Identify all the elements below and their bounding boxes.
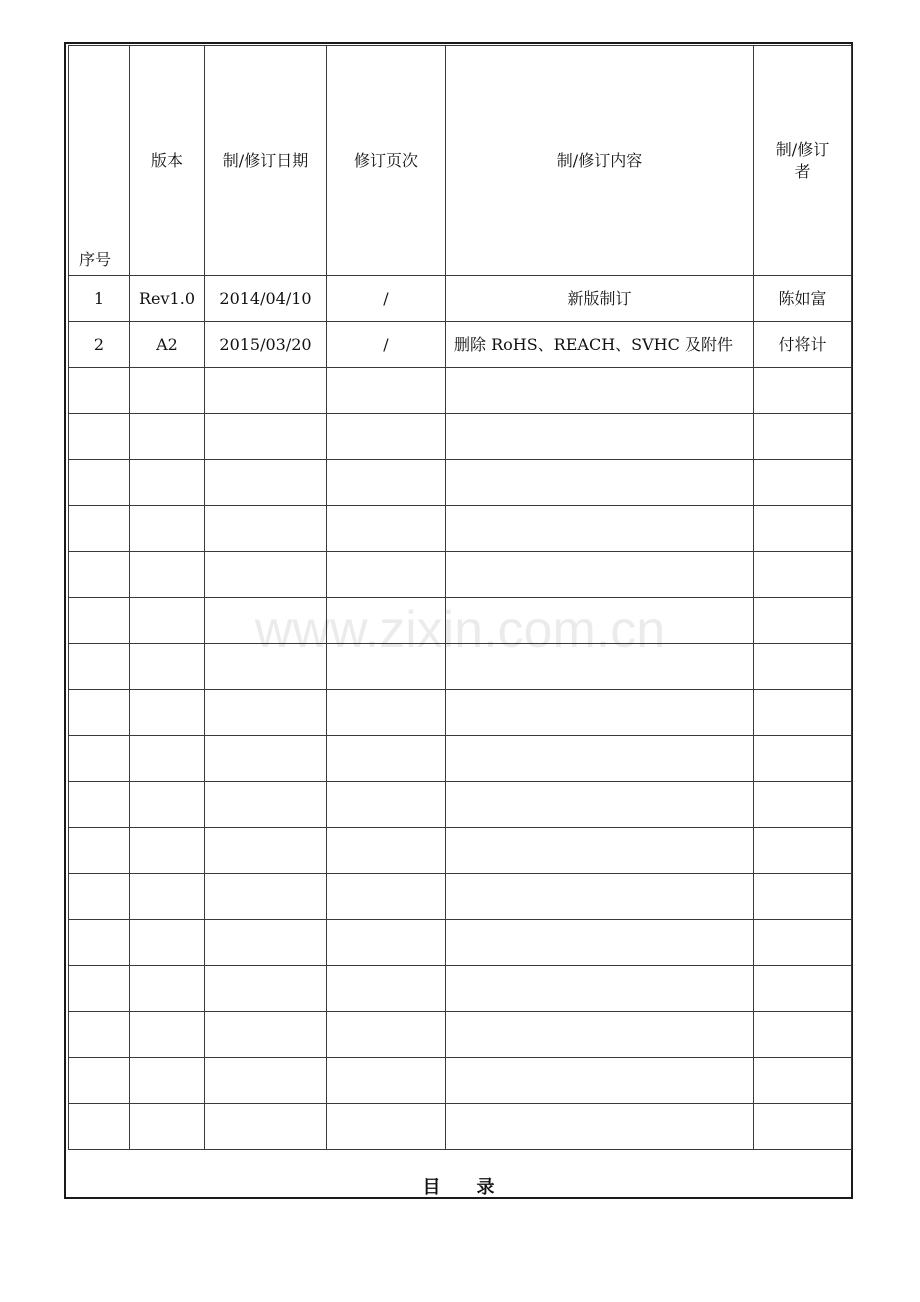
cell-content: 新版制订	[446, 276, 754, 322]
empty-cell	[446, 552, 754, 598]
empty-cell	[205, 782, 327, 828]
empty-cell	[130, 1012, 205, 1058]
empty-cell	[327, 552, 446, 598]
header-author	[754, 46, 852, 276]
empty-cell	[446, 644, 754, 690]
empty-cell	[327, 690, 446, 736]
empty-cell	[69, 598, 130, 644]
header-author-line2: 者	[794, 161, 811, 181]
empty-cell	[327, 506, 446, 552]
cell-version: A2	[130, 322, 205, 368]
header-pages: 修订页次	[327, 46, 446, 276]
empty-cell	[69, 690, 130, 736]
empty-cell	[130, 1058, 205, 1104]
empty-row	[69, 1058, 852, 1104]
empty-cell	[327, 782, 446, 828]
empty-cell	[446, 1012, 754, 1058]
empty-cell	[446, 966, 754, 1012]
table-row	[69, 276, 852, 322]
empty-cell	[69, 874, 130, 920]
empty-row	[69, 874, 852, 920]
empty-cell	[205, 1104, 327, 1150]
empty-cell	[69, 920, 130, 966]
header-version: 版本	[130, 46, 205, 276]
empty-cell	[130, 874, 205, 920]
empty-cell	[754, 966, 852, 1012]
empty-row	[69, 1012, 852, 1058]
empty-cell	[205, 1012, 327, 1058]
empty-cell	[446, 690, 754, 736]
empty-cell	[327, 966, 446, 1012]
empty-cell	[327, 368, 446, 414]
empty-cell	[754, 1012, 852, 1058]
empty-cell	[205, 1058, 327, 1104]
empty-cell	[205, 920, 327, 966]
empty-cell	[205, 414, 327, 460]
empty-row	[69, 690, 852, 736]
empty-cell	[754, 460, 852, 506]
empty-cell	[130, 828, 205, 874]
revision-table	[68, 45, 852, 1150]
empty-cell	[69, 736, 130, 782]
empty-cell	[130, 552, 205, 598]
empty-cell	[446, 1104, 754, 1150]
empty-cell	[205, 598, 327, 644]
empty-cell	[130, 644, 205, 690]
table-row	[69, 322, 852, 368]
empty-cell	[446, 920, 754, 966]
cell-author: 付将计	[754, 322, 852, 368]
cell-seq: 1	[69, 276, 130, 322]
empty-row	[69, 1104, 852, 1150]
empty-cell	[754, 414, 852, 460]
empty-row	[69, 414, 852, 460]
toc-title: 目录	[422, 1177, 531, 1198]
empty-row	[69, 736, 852, 782]
empty-cell	[754, 552, 852, 598]
empty-cell	[69, 966, 130, 1012]
empty-cell	[69, 782, 130, 828]
empty-cell	[327, 828, 446, 874]
empty-row	[69, 552, 852, 598]
cell-pages: /	[327, 322, 446, 368]
empty-cell	[69, 506, 130, 552]
header-seq: 序号	[69, 46, 130, 276]
empty-cell	[327, 736, 446, 782]
empty-cell	[754, 506, 852, 552]
empty-row	[69, 828, 852, 874]
empty-cell	[130, 414, 205, 460]
empty-cell	[446, 414, 754, 460]
empty-cell	[327, 874, 446, 920]
cell-date: 2014/04/10	[205, 276, 327, 322]
empty-row	[69, 782, 852, 828]
cell-seq: 2	[69, 322, 130, 368]
empty-row	[69, 598, 852, 644]
empty-cell	[205, 368, 327, 414]
header-date: 制/修订日期	[205, 46, 327, 276]
empty-cell	[327, 460, 446, 506]
cell-pages: /	[327, 276, 446, 322]
empty-cell	[130, 1104, 205, 1150]
header-author-line1: 制/修订	[775, 139, 830, 159]
empty-cell	[69, 828, 130, 874]
empty-cell	[446, 368, 754, 414]
empty-cell	[327, 598, 446, 644]
empty-cell	[327, 1012, 446, 1058]
empty-cell	[205, 966, 327, 1012]
empty-cell	[446, 736, 754, 782]
empty-cell	[327, 414, 446, 460]
empty-cell	[754, 828, 852, 874]
empty-cell	[446, 506, 754, 552]
empty-cell	[446, 1058, 754, 1104]
empty-cell	[130, 506, 205, 552]
empty-cell	[130, 690, 205, 736]
empty-cell	[754, 874, 852, 920]
empty-cell	[754, 368, 852, 414]
empty-row	[69, 368, 852, 414]
empty-row	[69, 460, 852, 506]
empty-cell	[69, 1058, 130, 1104]
empty-cell	[754, 920, 852, 966]
empty-cell	[205, 460, 327, 506]
empty-cell	[130, 736, 205, 782]
empty-row	[69, 506, 852, 552]
empty-cell	[327, 920, 446, 966]
empty-cell	[754, 1058, 852, 1104]
empty-cell	[205, 690, 327, 736]
empty-cell	[327, 1058, 446, 1104]
watermark: www.zixin.com.cn	[254, 601, 666, 659]
empty-cell	[446, 598, 754, 644]
empty-cell	[130, 966, 205, 1012]
empty-cell	[754, 1104, 852, 1150]
cell-content: 删除 RoHS、REACH、SVHC 及附件	[446, 322, 754, 368]
cell-version: Rev1.0	[130, 276, 205, 322]
empty-cell	[69, 1012, 130, 1058]
empty-cell	[69, 368, 130, 414]
empty-cell	[130, 920, 205, 966]
empty-cell	[754, 598, 852, 644]
empty-row	[69, 920, 852, 966]
empty-cell	[327, 644, 446, 690]
cell-author: 陈如富	[754, 276, 852, 322]
empty-cell	[130, 368, 205, 414]
empty-cell	[754, 644, 852, 690]
empty-cell	[130, 598, 205, 644]
empty-cell	[130, 460, 205, 506]
empty-cell	[327, 1104, 446, 1150]
empty-cell	[205, 506, 327, 552]
empty-cell	[205, 552, 327, 598]
empty-cell	[205, 874, 327, 920]
cell-date: 2015/03/20	[205, 322, 327, 368]
empty-cell	[69, 460, 130, 506]
empty-cell	[754, 782, 852, 828]
empty-cell	[130, 782, 205, 828]
empty-cell	[205, 644, 327, 690]
empty-cell	[205, 828, 327, 874]
header-row	[69, 46, 852, 276]
empty-cell	[754, 736, 852, 782]
empty-cell	[446, 828, 754, 874]
empty-cell	[446, 874, 754, 920]
empty-cell	[69, 1104, 130, 1150]
empty-row	[69, 644, 852, 690]
empty-cell	[205, 736, 327, 782]
empty-cell	[446, 782, 754, 828]
empty-cell	[69, 414, 130, 460]
empty-cell	[754, 690, 852, 736]
header-content: 制/修订内容	[446, 46, 754, 276]
empty-row	[69, 966, 852, 1012]
empty-cell	[69, 552, 130, 598]
empty-cell	[69, 644, 130, 690]
empty-cell	[446, 460, 754, 506]
